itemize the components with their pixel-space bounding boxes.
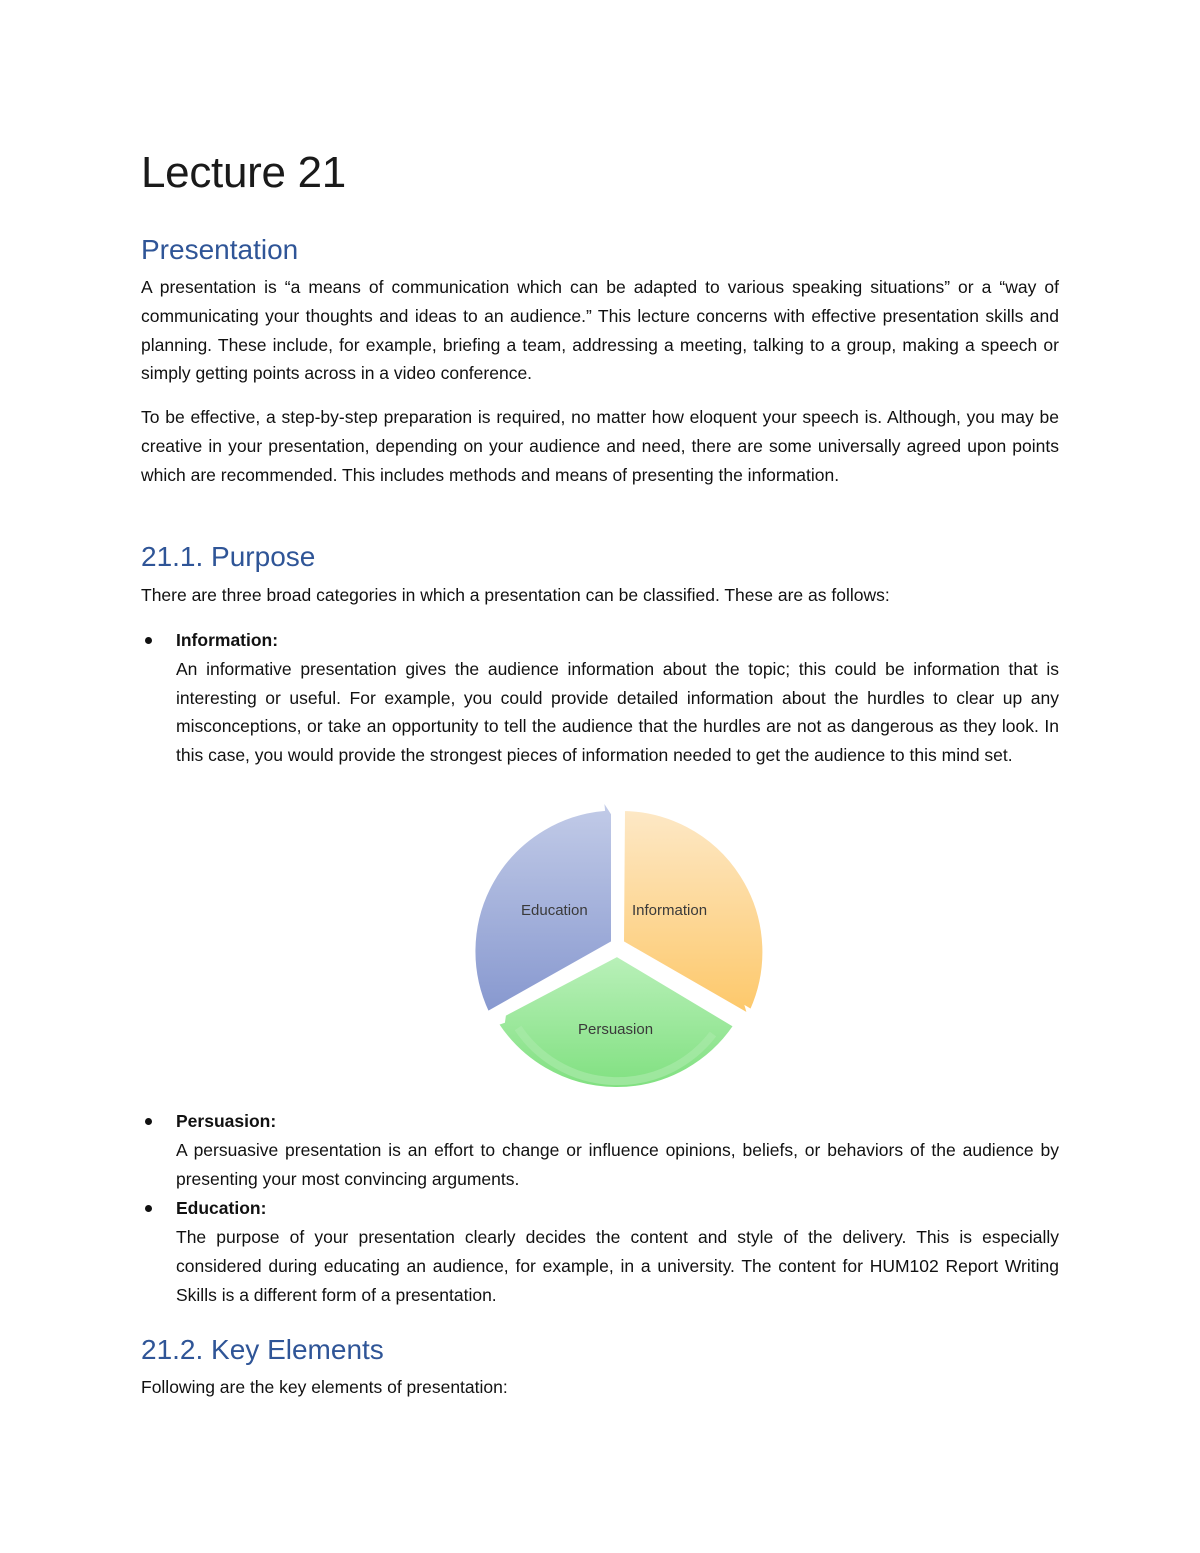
bullet-icon bbox=[145, 1118, 152, 1125]
purpose-list-1 bbox=[141, 626, 1059, 770]
list-item-persuasion bbox=[141, 1107, 1059, 1193]
bullet-text: The purpose of your presentation clearly decides the content and style of the delivery. This is especially considered during educating an audience, for example, in a university. The content for HUM102 Report Writing Skills is a different form of a presentation. bbox=[176, 1227, 1059, 1305]
heading-presentation: Presentation bbox=[141, 234, 299, 265]
purpose-intro: There are three broad categories in which a presentation can be classified. These are as follows: bbox=[141, 585, 890, 605]
page-title: Lecture 21 bbox=[141, 148, 346, 197]
bullet-label: Information: bbox=[176, 630, 279, 650]
bullet-icon bbox=[145, 1205, 152, 1212]
bullet-icon bbox=[145, 637, 152, 644]
bullet-text: A persuasive presentation is an effort to change or influence opinions, beliefs, or behaviors of the audience by presenting your most convincing arguments. bbox=[176, 1139, 1059, 1189]
heading-key-elements: 21.2. Key Elements bbox=[141, 1334, 384, 1365]
bullet-label: Education: bbox=[176, 1198, 267, 1219]
bullet-text: An informative presentation gives the audience information about the topic; this could be information that is interesting or useful. For example, you could provide detailed information about the hurdles to clear up any misconceptions, or take an opportunity to tell the audience that the hurdles are not as dangerous as they look. In this case, you would provide the strongest pieces of information needed to get the audience to this mind set. bbox=[176, 658, 1059, 766]
key-elements-intro: Following are the key elements of presentation: bbox=[141, 1377, 508, 1397]
presentation-paragraph-2: To be effective, a step-by-step preparation is required, no matter how eloquent your speech is. Although, you may be creative in your presentation, depending on your audience and need, there are some universally agreed upon points which are recommended. This includes methods and means of presenting the information. bbox=[141, 407, 1059, 485]
bullet-label: Persuasion: bbox=[176, 1111, 277, 1131]
heading-purpose: 21.1. Purpose bbox=[141, 541, 316, 572]
list-item-education bbox=[141, 1194, 1059, 1309]
list-item-information bbox=[141, 626, 1059, 770]
presentation-paragraph-1: A presentation is “a means of communication which can be adapted to various speaking situations” or a “way of communicating your thoughts and ideas to an audience.” This lecture concerns with effective presentation skills and planning. These include, for example, briefing a team, addressing a meeting, talking to a group, making a speech or simply getting points across in a video conference. bbox=[141, 277, 1059, 384]
segment-label-information: Information bbox=[632, 902, 708, 919]
purpose-list-2 bbox=[141, 1107, 1059, 1310]
purpose-cycle-diagram bbox=[468, 796, 768, 1096]
segment-label-education: Education bbox=[521, 902, 588, 919]
segment-label-persuasion: Persuasion bbox=[578, 1021, 654, 1038]
